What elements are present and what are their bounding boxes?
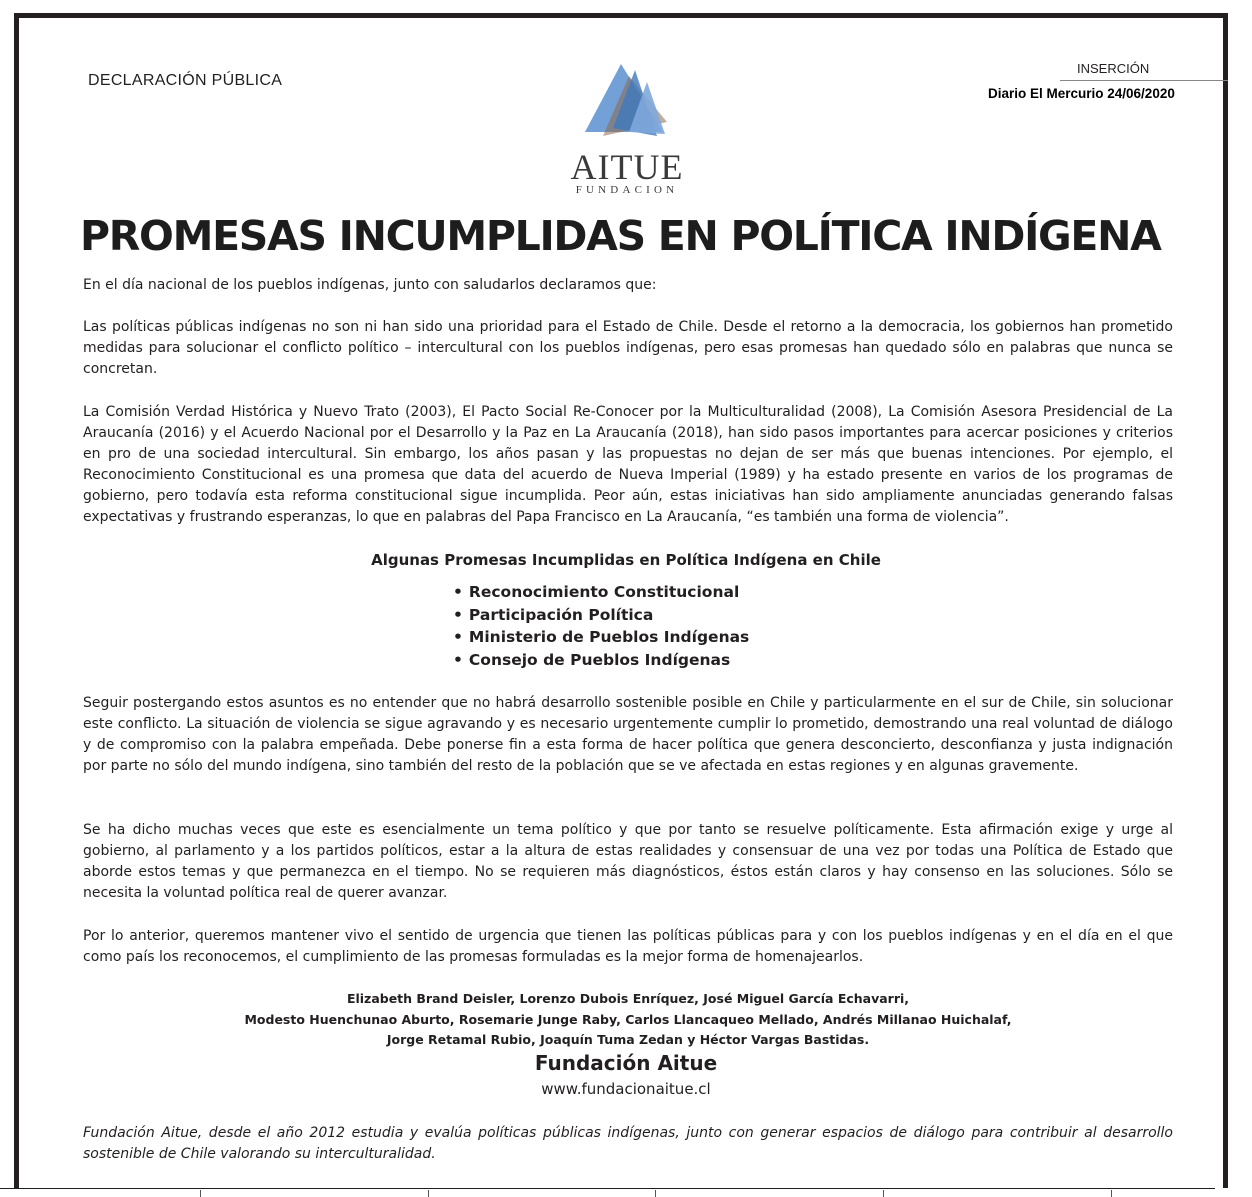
triangle-logo-icon [563, 62, 691, 146]
crop-mark [200, 1190, 201, 1197]
bottom-rule [0, 1188, 1215, 1189]
list-item: • Participación Política [453, 604, 749, 627]
organization-name: Fundación Aitue [534, 1051, 718, 1075]
paragraph-1: Las políticas públicas indígenas no son ni han sido una prioridad para el Estado de Chile. Desde el retorno a la democracia, los gobiernos han prometido medidas para solucionar el conflicto político – intercultural con los pueblos indígenas, pero esas promesas han quedado sólo en palabras que nunca se concretan. [83, 319, 1173, 377]
crop-mark [883, 1190, 884, 1197]
crop-mark [655, 1190, 656, 1197]
list-item: • Consejo de Pueblos Indígenas [453, 649, 749, 672]
list-item: • Reconocimiento Constitucional [453, 581, 749, 604]
headline: PROMESAS INCUMPLIDAS EN POLÍTICA INDÍGENA [80, 212, 1161, 260]
intro-paragraph: En el día nacional de los pueblos indígenas, junto con saludarlos declaramos que: [83, 277, 657, 293]
crop-mark [428, 1190, 429, 1197]
publication-line: Diario El Mercurio 24/06/2020 [988, 86, 1175, 101]
organization-url[interactable]: www.fundacionaitue.cl [541, 1080, 711, 1098]
aitue-logo [563, 62, 691, 202]
insercion-label: INSERCIÓN [1077, 61, 1150, 76]
list-item: • Ministerio de Pueblos Indígenas [453, 626, 749, 649]
paragraph-5: Por lo anterior, queremos mantener vivo el sentido de urgencia que tienen las políticas públicas para y con los pueblos indígenas y en el día en el que como país los reconocemos, el cumplimiento de las promesas formuladas es la mejor forma de homenajearlos. [83, 928, 1173, 965]
declaration-kicker: DECLARACIÓN PÚBLICA [88, 72, 283, 89]
paragraph-2: La Comisión Verdad Histórica y Nuevo Trato (2003), El Pacto Social Re-Conocer por la Multiculturalidad (2008), La Comisión Asesora Presidencial de La Araucanía (2016) y el Acuerdo Nacional por el Desarrollo y la Paz en La Araucanía (2018), han sido pasos importantes para acercar posiciones y criterios en pro de una sociedad intercultural. Sin embargo, los años pasan y las propuestas no dejan de ser más que buenas intenciones. Por ejemplo, el Reconocimiento Constitucional es una promesa que data del acuerdo de Nueva Imperial (1989) y ha estado presente en varios de los programas de gobierno, pero todavía esta reforma constitucional sigue incumplida. Peor aún, estas iniciativas han sido ampliamente anunciadas generando falsas expectativas y frustrando esperanzas, lo que en palabras del Papa Francisco en La Araucanía, “es también una forma de violencia”. [83, 404, 1173, 525]
signatories-line: Elizabeth Brand Deisler, Lorenzo Dubois Enríquez, José Miguel García Echavarri, [346, 991, 910, 1006]
insercion-rule [1060, 80, 1228, 81]
signatories [83, 989, 1173, 1051]
footer-note: Fundación Aitue, desde el año 2012 estudia y evalúa políticas públicas indígenas, junto con generar espacios de diálogo para contribuir al desarrollo sostenible de Chile valorando su interculturalidad. [83, 1125, 1173, 1162]
crop-mark [1111, 1190, 1112, 1197]
logo-subtitle: FUNDACION [575, 184, 679, 196]
signatories-line: Modesto Huenchunao Aburto, Rosemarie Junge Raby, Carlos Llancaqueo Mellado, Andrés Millanao Huichalaf, [244, 1011, 1012, 1027]
promises-list-title: Algunas Promesas Incumplidas en Política Indígena en Chile [371, 551, 881, 569]
logo-wordmark: AITUE [570, 147, 684, 187]
paragraph-4: Se ha dicho muchas veces que este es esencialmente un tema político y que por tanto se resuelve políticamente. Esta afirmación exige y urge al gobierno, al parlamento y a los partidos políticos, estar a la altura de estas realidades y consensuar de una vez por todas una Política de Estado que aborde estos temas y que permanezca en el tiempo. No se requieren más diagnósticos, éstos están claros y hay consenso en las soluciones. Sólo se necesita la voluntad política real de querer avanzar. [83, 822, 1173, 901]
signatories-line: Jorge Retamal Rubio, Joaquín Tuma Zedan y Héctor Vargas Bastidas. [386, 1032, 870, 1047]
promises-list [453, 581, 749, 672]
paragraph-3: Seguir postergando estos asuntos es no entender que no habrá desarrollo sostenible posible en Chile y particularmente en el sur de Chile, sin solucionar este conflicto. La situación de violencia se sigue agravando y es necesario urgentemente cumplir lo prometido, demostrando una real voluntad de diálogo y de compromiso con la palabra empeñada. Debe ponerse fin a esta forma de hacer política que genera desconcierto, desconfianza y justa indignación por parte no sólo del mundo indígena, sino también del resto de la población que se ve afectada en estas regiones y en algunas gravemente. [83, 695, 1173, 774]
